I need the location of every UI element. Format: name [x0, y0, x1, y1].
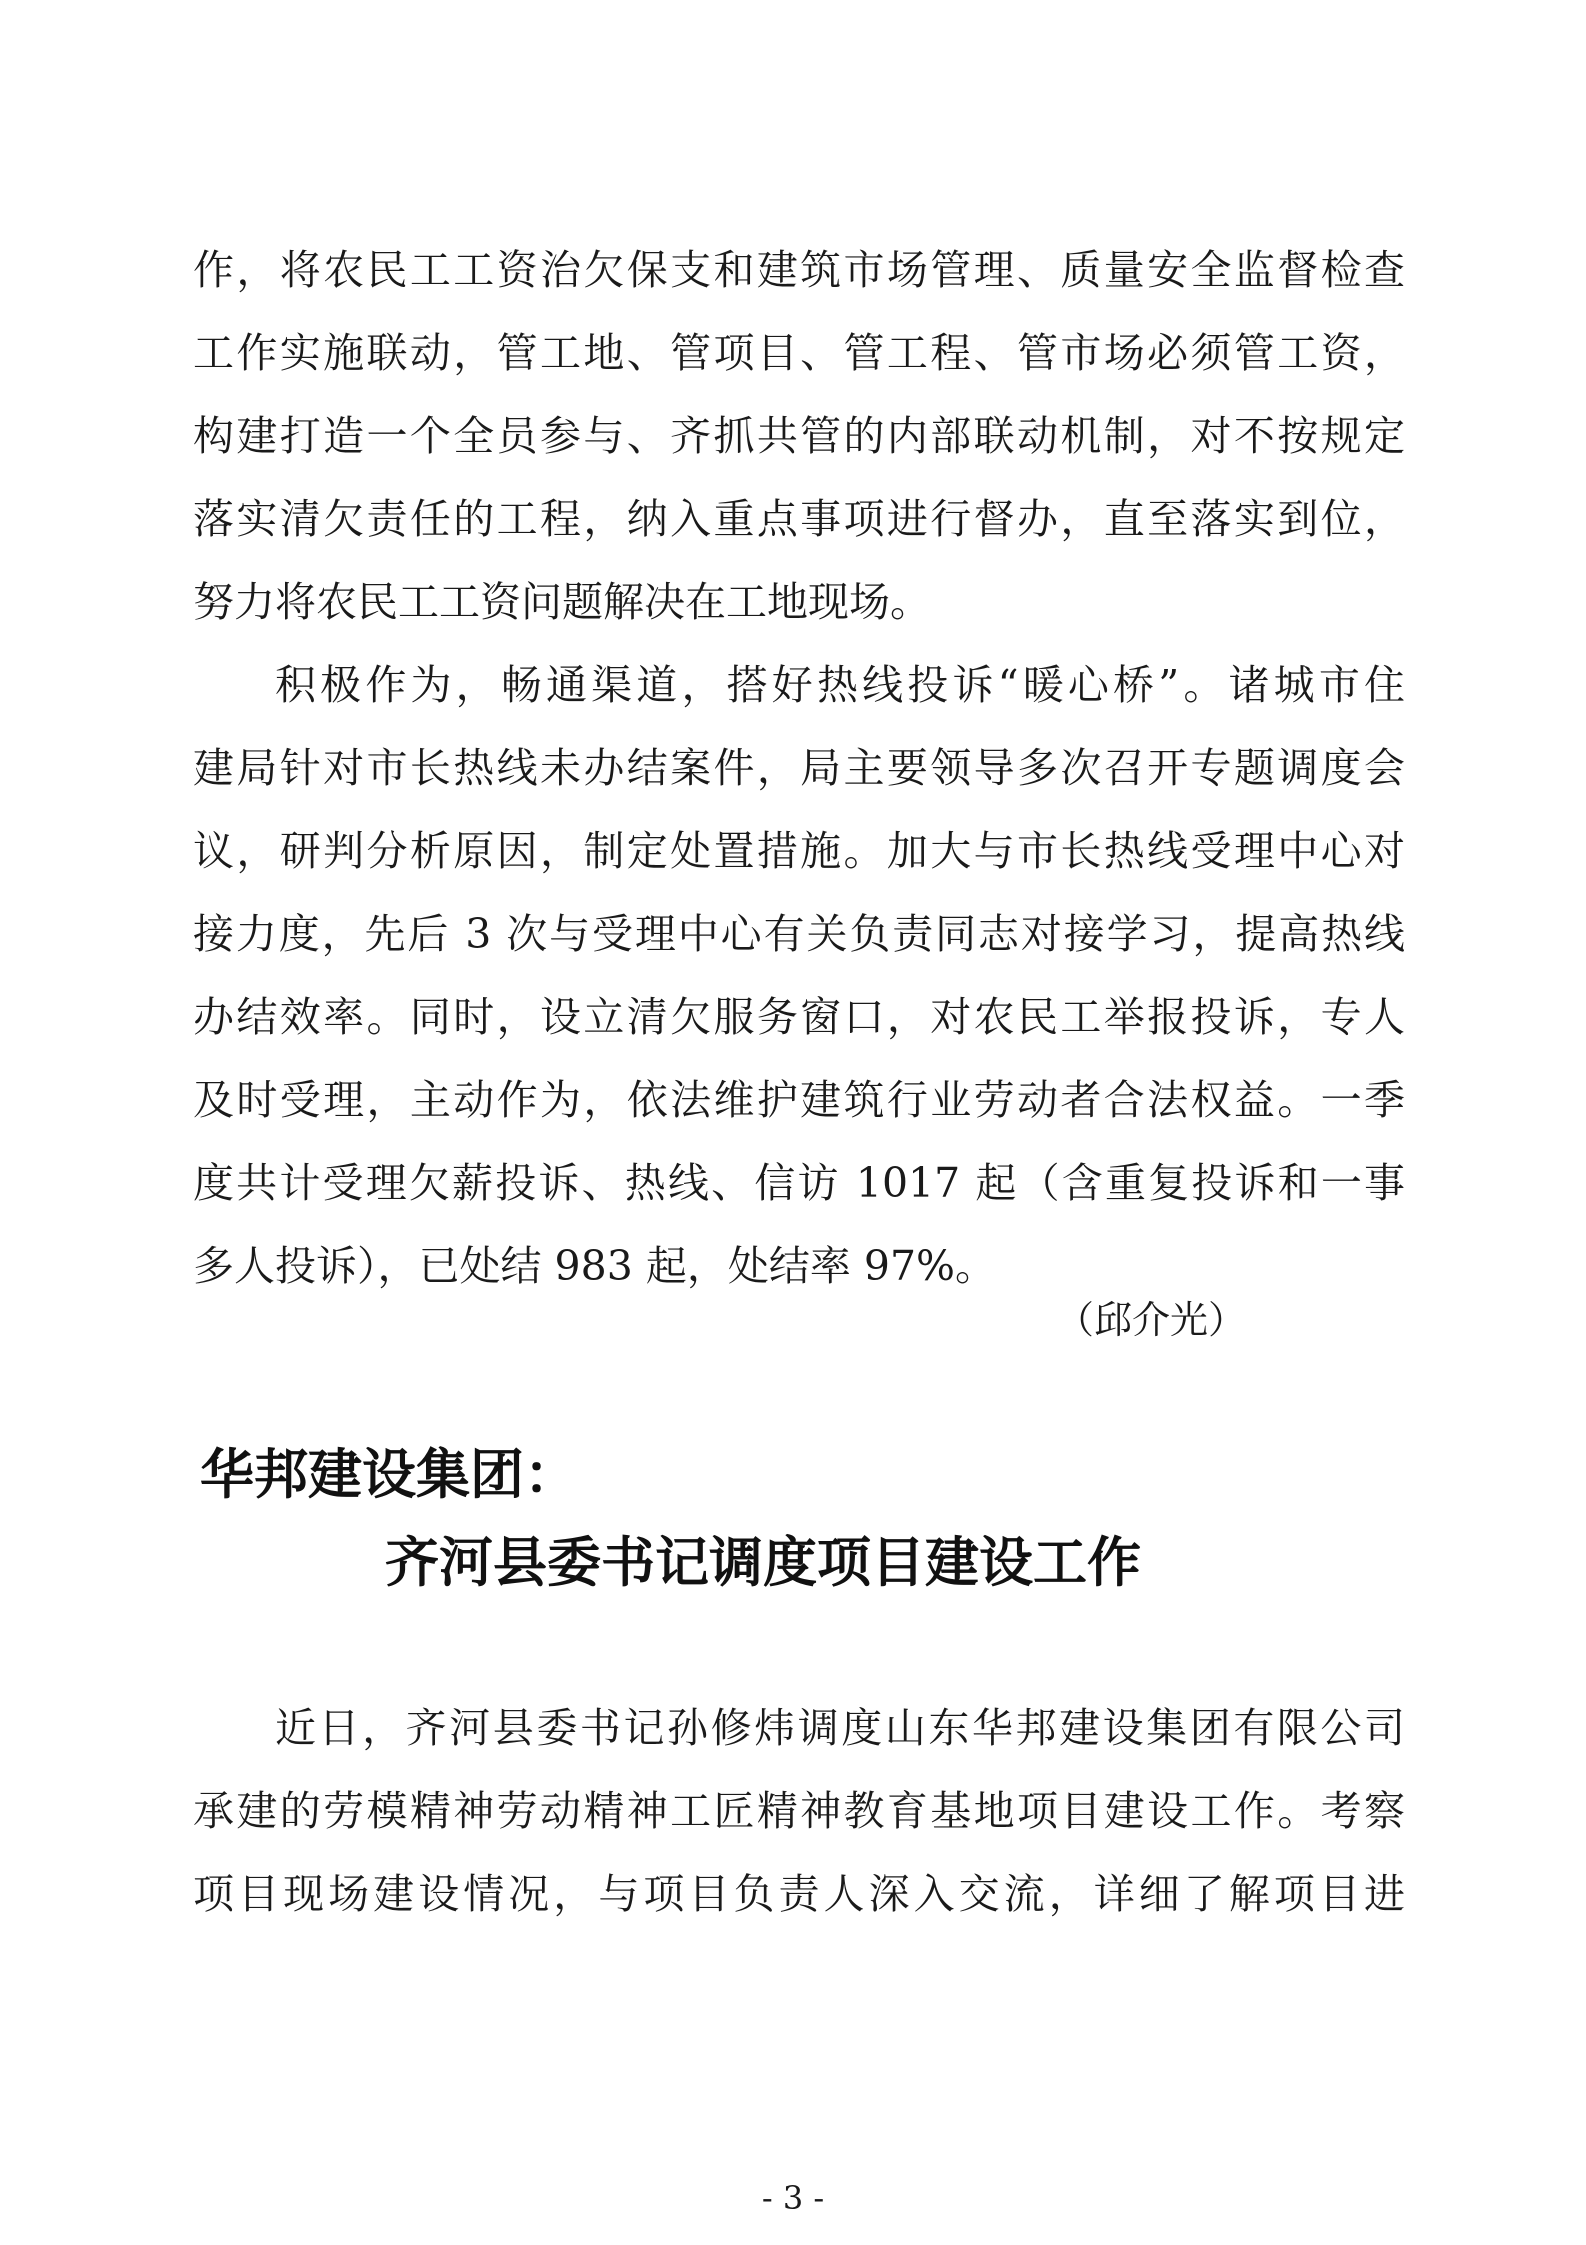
paragraph-1-line-5: 努力将农民工工资问题解决在工地现场。 — [193, 578, 931, 626]
page-number: - 3 - — [761, 2179, 825, 2217]
paragraph-3-line-1: 近日，齐河县委书记孙修炜调度山东华邦建设集团有限公司 — [275, 1704, 1405, 1752]
paragraph-1-line-1: 作，将农民工工资治欠保支和建筑市场管理、质量安全监督检查 — [193, 246, 1405, 294]
paragraph-2-line-6: 及时受理，主动作为，依法维护建筑行业劳动者合法权益。一季 — [193, 1076, 1405, 1124]
paragraph-2-line-5: 办结效率。同时，设立清欠服务窗口，对农民工举报投诉，专人 — [193, 993, 1405, 1041]
headline-line-2: 齐河县委书记调度项目建设工作 — [385, 1531, 1141, 1594]
paragraph-2-line-8: 多人投诉），已处结 983 起，处结率 97%。 — [193, 1242, 996, 1290]
paragraph-3-line-2: 承建的劳模精神劳动精神工匠精神教育基地项目建设工作。考察 — [193, 1787, 1405, 1835]
paragraph-2-line-7: 度共计受理欠薪投诉、热线、信访 1017 起（含重复投诉和一事 — [193, 1159, 1405, 1207]
headline-line-1: 华邦建设集团： — [200, 1443, 578, 1506]
paragraph-1-line-4: 落实清欠责任的工程，纳入重点事项进行督办，直至落实到位， — [193, 495, 1405, 543]
paragraph-2-line-1: 积极作为，畅通渠道，搭好热线投诉“暖心桥”。诸城市住 — [275, 661, 1405, 709]
paragraph-2-line-3: 议，研判分析原因，制定处置措施。加大与市长热线受理中心对 — [193, 827, 1405, 875]
paragraph-1-line-3: 构建打造一个全员参与、齐抓共管的内部联动机制，对不按规定 — [193, 412, 1405, 460]
paragraph-2-line-4: 接力度，先后 3 次与受理中心有关负责同志对接学习，提高热线 — [193, 910, 1405, 958]
paragraph-2-line-2: 建局针对市长热线未办结案件，局主要领导多次召开专题调度会 — [193, 744, 1405, 792]
paragraph-1-line-2: 工作实施联动，管工地、管项目、管工程、管市场必须管工资， — [193, 329, 1405, 377]
author-signature: （邱介光） — [1055, 1298, 1246, 1342]
paragraph-3-line-3: 项目现场建设情况，与项目负责人深入交流，详细了解项目进 — [193, 1870, 1405, 1918]
